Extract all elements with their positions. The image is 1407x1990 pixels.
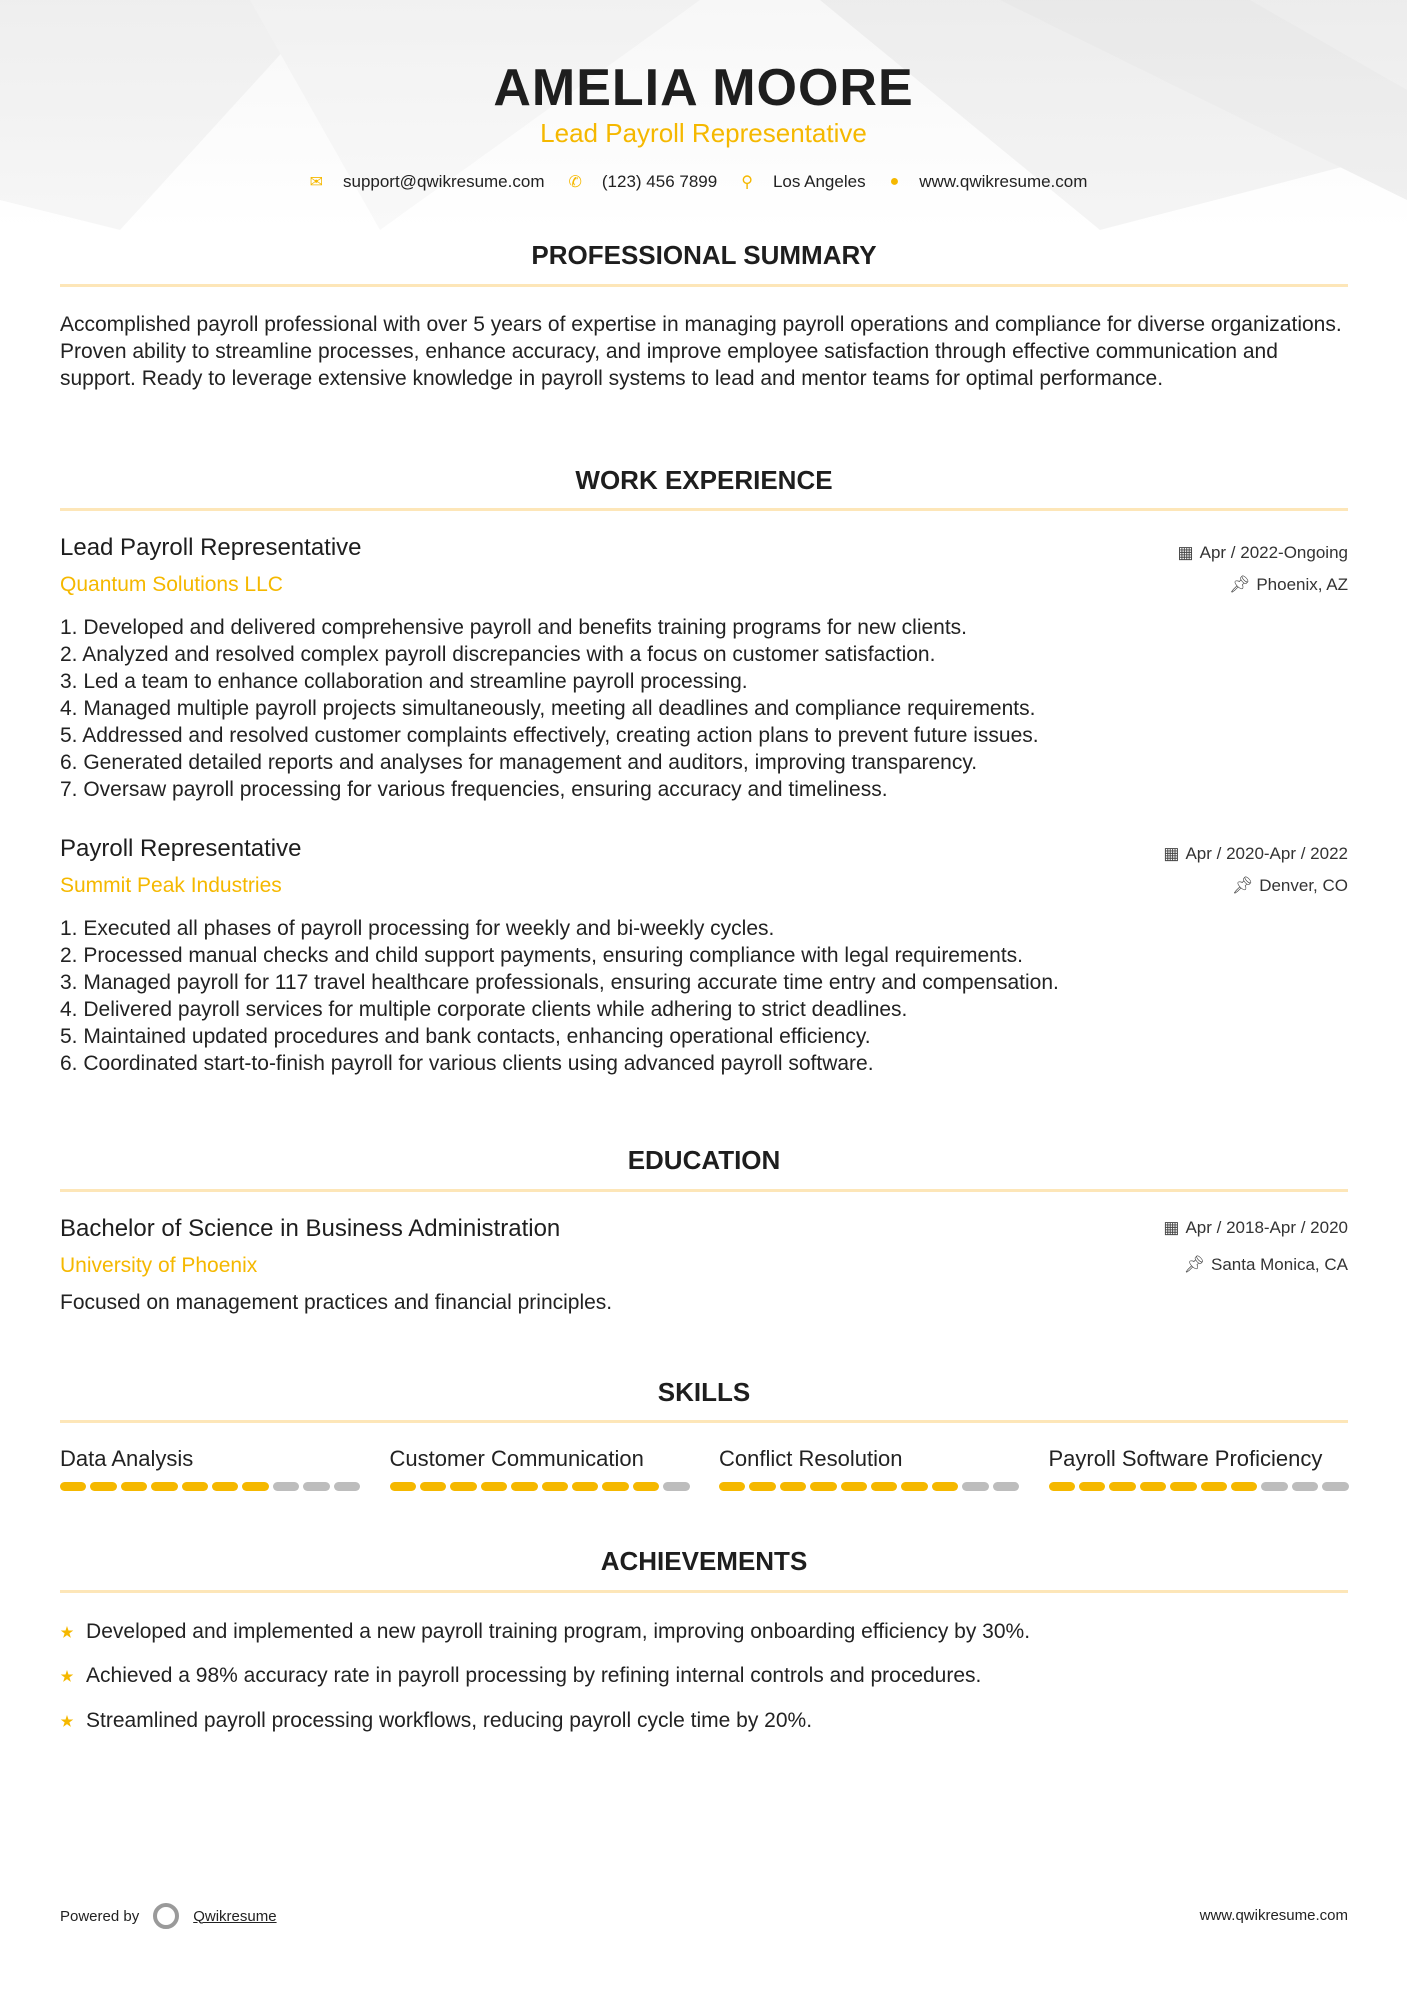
list-item: 3. Managed payroll for 117 travel healthcare professionals, ensuring accurate time entry and compensation. [60, 971, 1059, 994]
job-dates [1178, 543, 1348, 563]
education-description: Focused on management practices and financial principles. [60, 1291, 613, 1314]
skill-rating [390, 1482, 690, 1491]
star-icon: ⭑ [60, 1705, 75, 1735]
summary-text: Accomplished payroll professional with over 5 years of expertise in managing payroll operations and compliance for diverse organizations. Proven ability to streamline processes, enhance accuracy, and improve employee satisfaction through effective communication and support. Ready to leverage extensive knowledge in payroll systems to lead and mentor teams for optimal performance. [60, 313, 1342, 390]
job-dates [1163, 844, 1348, 864]
qwikresume-logo-icon [153, 1903, 179, 1929]
rating-segment [334, 1482, 360, 1491]
footer-powered [60, 1903, 277, 1929]
job-title: Lead Payroll Representative [60, 534, 362, 561]
divider [60, 1189, 1348, 1192]
job-location [1232, 876, 1348, 896]
rating-segment [993, 1482, 1019, 1491]
pin-icon: 📌︎ [1231, 876, 1254, 895]
rating-segment [841, 1482, 867, 1491]
skill-rating [60, 1482, 360, 1491]
calendar-icon: ▦ [1177, 543, 1194, 562]
rating-segment [1079, 1482, 1105, 1491]
education-dates-text: Apr / 2018-Apr / 2020 [1185, 1218, 1348, 1237]
skill-rating [1049, 1482, 1349, 1491]
skill-item [719, 1446, 1019, 1491]
contact-bar [0, 172, 1407, 192]
list-item: 6. Coordinated start-to-finish payroll for various clients using advanced payroll software. [60, 1052, 874, 1075]
rating-segment [121, 1482, 147, 1491]
globe-icon: ● [889, 173, 900, 190]
rating-segment [303, 1482, 329, 1491]
envelope-icon: ✉ [309, 174, 323, 191]
rating-segment [242, 1482, 268, 1491]
rating-segment [932, 1482, 958, 1491]
divider [60, 508, 1348, 511]
list-item: 2. Analyzed and resolved complex payroll discrepancies with a focus on customer satisfaction. [60, 643, 936, 666]
phone-text: (123) 456 7899 [601, 172, 718, 191]
list-item: 1. Developed and delivered comprehensive payroll and benefits training programs for new clients. [60, 616, 968, 639]
rating-segment [749, 1482, 775, 1491]
job-location [1229, 575, 1348, 595]
education-dates [1163, 1218, 1348, 1238]
achievement-text: Achieved a 98% accuracy rate in payroll processing by refining internal controls and procedures. [86, 1664, 982, 1687]
pin-icon: 📌︎ [1183, 1255, 1205, 1274]
list-item: 7. Oversaw payroll processing for various frequencies, ensuring accuracy and timeliness. [60, 778, 888, 801]
job-title: Payroll Representative [60, 835, 302, 862]
list-item: 5. Maintained updated procedures and bank contacts, enhancing operational efficiency. [60, 1025, 871, 1048]
rating-segment [450, 1482, 476, 1491]
calendar-icon: ▦ [1163, 1218, 1180, 1237]
rating-segment [1231, 1482, 1257, 1491]
achievement-item [60, 1705, 812, 1737]
location-text: Los Angeles [772, 172, 866, 191]
experience-heading: WORK EXPERIENCE [575, 465, 833, 495]
skill-name: Payroll Software Proficiency [1048, 1446, 1323, 1471]
education-heading: EDUCATION [627, 1145, 781, 1175]
rating-segment [1049, 1482, 1075, 1491]
rating-segment [420, 1482, 446, 1491]
rating-segment [1201, 1482, 1227, 1491]
achievements-heading: ACHIEVEMENTS [600, 1546, 808, 1576]
skill-item [390, 1446, 690, 1491]
rating-segment [901, 1482, 927, 1491]
phone-icon: ✆ [568, 174, 582, 191]
list-item: 5. Addressed and resolved customer complaints effectively, creating action plans to prevent future issues. [60, 724, 1039, 747]
list-item: 4. Managed multiple payroll projects simultaneously, meeting all deadlines and compliance requirements. [60, 697, 1036, 720]
job-company: Summit Peak Industries [60, 874, 282, 897]
rating-segment [780, 1482, 806, 1491]
list-item: 1. Executed all phases of payroll processing for weekly and bi-weekly cycles. [60, 917, 775, 940]
skill-name: Conflict Resolution [719, 1446, 903, 1471]
star-icon: ⭑ [60, 1660, 75, 1690]
candidate-title: Lead Payroll Representative [540, 118, 867, 148]
rating-segment [810, 1482, 836, 1491]
rating-segment [602, 1482, 628, 1491]
job-location-text: Denver, CO [1259, 876, 1348, 895]
divider [60, 1590, 1348, 1593]
summary-heading: PROFESSIONAL SUMMARY [531, 240, 877, 270]
star-icon: ⭑ [60, 1616, 75, 1646]
skills-heading: SKILLS [657, 1377, 751, 1407]
divider [60, 1420, 1348, 1423]
skill-rating [719, 1482, 1019, 1491]
achievement-text: Developed and implemented a new payroll training program, improving onboarding efficiency by 30%. [86, 1620, 1031, 1643]
brand-link[interactable]: Qwikresume [193, 1907, 277, 1925]
skill-name: Data Analysis [60, 1446, 194, 1471]
rating-segment [1322, 1482, 1348, 1491]
pin-icon: 📌︎ [1228, 575, 1251, 594]
rating-segment [1170, 1482, 1196, 1491]
rating-segment [1261, 1482, 1287, 1491]
achievement-text: Streamlined payroll processing workflows, reducing payroll cycle time by 20%. [86, 1709, 813, 1732]
calendar-icon: ▦ [1163, 844, 1180, 863]
job-dates-text: Apr / 2022-Ongoing [1199, 543, 1348, 562]
job-company: Quantum Solutions LLC [60, 573, 283, 596]
rating-segment [390, 1482, 416, 1491]
job-location-text: Phoenix, AZ [1256, 575, 1348, 594]
achievement-item [60, 1660, 981, 1692]
rating-segment [182, 1482, 208, 1491]
rating-segment [962, 1482, 988, 1491]
list-item: 4. Delivered payroll services for multiple corporate clients while adhering to strict deadlines. [60, 998, 908, 1021]
list-item: 3. Led a team to enhance collaboration and streamline payroll processing. [60, 670, 748, 693]
job-bullets [60, 915, 1348, 1077]
rating-segment [572, 1482, 598, 1491]
rating-segment [151, 1482, 177, 1491]
email-link[interactable]: support@qwikresume.com [342, 172, 545, 191]
footer-website[interactable]: www.qwikresume.com [1199, 1907, 1348, 1924]
rating-segment [542, 1482, 568, 1491]
rating-segment [90, 1482, 116, 1491]
job-bullets [60, 614, 1348, 803]
rating-segment [871, 1482, 897, 1491]
rating-segment [60, 1482, 86, 1491]
education-location-text: Santa Monica, CA [1210, 1255, 1348, 1274]
powered-by-label: Powered by [60, 1907, 140, 1925]
rating-segment [273, 1482, 299, 1491]
job-dates-text: Apr / 2020-Apr / 2022 [1185, 844, 1348, 863]
skill-item [1049, 1446, 1349, 1491]
rating-segment [719, 1482, 745, 1491]
location-pin-icon: ⚲ [741, 174, 753, 191]
list-item: 6. Generated detailed reports and analyses for management and auditors, improving transparency. [60, 751, 978, 774]
education-location [1183, 1255, 1348, 1275]
rating-segment [1140, 1482, 1166, 1491]
rating-segment [481, 1482, 507, 1491]
candidate-name: AMELIA MOORE [493, 59, 914, 117]
rating-segment [633, 1482, 659, 1491]
website-link[interactable]: www.qwikresume.com [919, 172, 1088, 191]
divider [60, 284, 1348, 287]
skill-item [60, 1446, 360, 1491]
achievement-item [60, 1616, 1030, 1648]
rating-segment [1292, 1482, 1318, 1491]
rating-segment [663, 1482, 689, 1491]
rating-segment [511, 1482, 537, 1491]
list-item: 2. Processed manual checks and child support payments, ensuring compliance with legal requirements. [60, 944, 1024, 967]
rating-segment [212, 1482, 238, 1491]
skill-name: Customer Communication [389, 1446, 644, 1471]
school: University of Phoenix [60, 1254, 258, 1277]
rating-segment [1109, 1482, 1135, 1491]
degree: Bachelor of Science in Business Administration [60, 1215, 561, 1242]
